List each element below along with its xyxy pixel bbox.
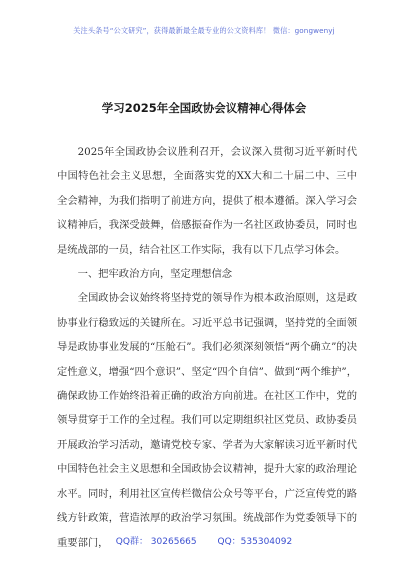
paragraph-section-one: 全国政协会议始终将坚持党的领导作为根本政治原则，这是政协事业行稳致远的关键所在。习近平总书记强调，坚持党的全面领导是政协事业发展的“压舱石”。我们必须深刻领悟“两个确立”的决定性意义，增强“四个意识”、坚定“四个自信”、做到“两个维护”，确保政协工作始终沿着正确的政治方向前进。在社区工作中，党的领导贯穿于工作的全过程。我们可以定期组织社区党员、政协委员开展政治学习活动，邀请党校专家、学者为大家解读习近平新时代中国特色社会主义思想和全国政协会议精神，提升大家的政治理论水平。同时，利用社区宣传栏微信公众号等平台，广泛宣传党的路线方针政策，营造浓厚的政治学习氛围。统战部作为党委领导下的重要部门， <box>57 292 357 549</box>
header-banner: 关注头条号“公文研究”，获得最新最全最专业的公文资料库！ 微信：gongwenyj <box>73 26 335 35</box>
qq-group-number: QQ群： 30265665 <box>115 537 197 547</box>
qq-number: QQ：535304092 <box>217 537 293 547</box>
footer-contact <box>0 534 408 547</box>
section-heading: 一、把牢政治方向，坚定理想信念 <box>77 268 233 281</box>
document-title: 学习2025年全国政协会议精神心得体会 <box>101 101 307 115</box>
paragraph-intro: 2025年全国政协会议胜利召开，会议深入贯彻习近平新时代中国特色社会主义思想，全面落实党的XX大和二十届二中、三中全会精神，为我们指明了前进方向，提供了根本遵循。深入学习会议精神后，我深受鼓舞，倍感振奋作为一名社区政协委员，同时也是统战部的一员，结合社区工作实际，我有以下几点学习体会。 <box>57 146 357 256</box>
document-body <box>57 140 357 555</box>
